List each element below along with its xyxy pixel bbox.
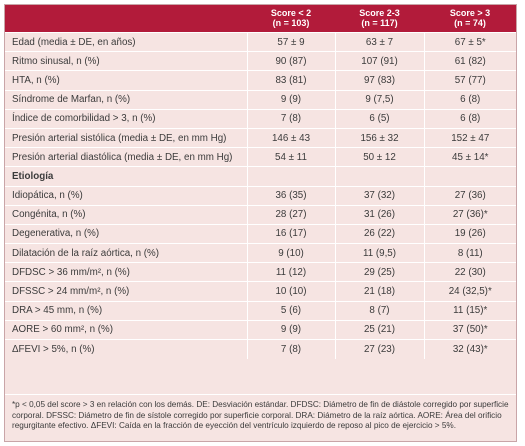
cell-score-lt2: 57 ± 9 [247,33,335,52]
cell-score-lt2: 54 ± 11 [247,148,335,167]
cell-score-gt3: 11 (15)* [424,301,516,320]
table-footnote: *p < 0,05 del score > 3 en relación con los demás. DE: Desviación estándar. DFDSC: Diámetro de fin de diástole corregido por superficie corporal. DFSSC: Diámetro de fin de sístole corregido por superficie corporal. DRA: Diámetro de la raíz aórtica. AORE: Área del orificio regurgitante efectivo. ΔFEVI: Caída en la fracción de eyección del ventrículo izquierdo de reposo al pico de ejercicio > 5%. [5,394,516,432]
cell-score-2-3: 31 (26) [335,205,424,224]
cell-score-2-3: 63 ± 7 [335,33,424,52]
header-score-2-3 [335,5,424,33]
table-body [5,33,516,359]
cell-score-2-3: 8 (7) [335,301,424,320]
row-label: AORE > 60 mm², n (%) [5,320,247,339]
cell-score-2-3: 6 (5) [335,109,424,128]
cell-score-lt2: 10 (10) [247,282,335,301]
cell-score-lt2: 7 (8) [247,109,335,128]
cell-score-lt2: 7 (8) [247,340,335,359]
row-label: Idiopática, n (%) [5,186,247,205]
cell-score-lt2: 9 (9) [247,90,335,109]
cell-score-2-3: 9 (7,5) [335,90,424,109]
cell-score-gt3: 27 (36)* [424,205,516,224]
row-label: DRA > 45 mm, n (%) [5,301,247,320]
cell-score-lt2: 28 (27) [247,205,335,224]
cell-score-gt3: 24 (32,5)* [424,282,516,301]
row-label: Presión arterial sistólica (media ± DE, en mm Hg) [5,128,247,147]
cell-score-lt2: 90 (87) [247,52,335,71]
row-label: ΔFEVI > 5%, n (%) [5,340,247,359]
cell-score-lt2: 36 (35) [247,186,335,205]
cell-score-gt3: 45 ± 14* [424,148,516,167]
cell-score-2-3: 27 (23) [335,340,424,359]
cell-score-2-3: 50 ± 12 [335,148,424,167]
row-label: Presión arterial diastólica (media ± DE, en mm Hg) [5,148,247,167]
cell-score-gt3: 8 (11) [424,244,516,263]
cell-score-lt2: 11 (12) [247,263,335,282]
cell-score-2-3: 97 (83) [335,71,424,90]
cell-score-lt2: 5 (6) [247,301,335,320]
cell-score-2-3: 156 ± 32 [335,128,424,147]
cell-score-2-3: 29 (25) [335,263,424,282]
header-score-gt3-text: Score > 3 (n = 74) [449,8,491,28]
table-row [5,33,516,52]
data-table-panel [4,4,517,442]
header-score-2-3-text: Score 2-3 (n = 117) [359,8,400,28]
cell-score-gt3 [424,167,516,186]
table-row [5,244,516,263]
cell-score-lt2: 9 (10) [247,244,335,263]
row-label: DFDSC > 36 mm/m², n (%) [5,263,247,282]
cell-score-2-3: 11 (9,5) [335,244,424,263]
cell-score-2-3: 21 (18) [335,282,424,301]
cell-score-2-3 [335,167,424,186]
header-score-lt2 [247,5,335,33]
cell-score-gt3: 67 ± 5* [424,33,516,52]
table-row [5,128,516,147]
cell-score-gt3: 32 (43)* [424,340,516,359]
table-row [5,90,516,109]
cell-score-gt3: 22 (30) [424,263,516,282]
cell-score-gt3: 61 (82) [424,52,516,71]
row-label: Degenerativa, n (%) [5,224,247,243]
table-row [5,282,516,301]
cell-score-gt3: 37 (50)* [424,320,516,339]
table-row [5,320,516,339]
row-label: DFSSC > 24 mm/m², n (%) [5,282,247,301]
row-label: Índice de comorbilidad > 3, n (%) [5,109,247,128]
table-row [5,186,516,205]
cell-score-lt2: 16 (17) [247,224,335,243]
table-row [5,205,516,224]
table-row [5,263,516,282]
cell-score-lt2: 9 (9) [247,320,335,339]
header-empty-cell [5,5,247,33]
cell-score-gt3: 6 (8) [424,90,516,109]
cell-score-lt2: 146 ± 43 [247,128,335,147]
header-score-gt3 [424,5,516,33]
header-score-lt2-text: Score < 2 (n = 103) [270,8,312,28]
row-label: Ritmo sinusal, n (%) [5,52,247,71]
table-row [5,224,516,243]
table-row [5,52,516,71]
cell-score-lt2 [247,167,335,186]
cell-score-gt3: 27 (36) [424,186,516,205]
table-row [5,148,516,167]
table-header-row [5,5,516,33]
table-section-row [5,167,516,186]
table-row [5,340,516,359]
results-table [5,5,516,359]
table-row [5,301,516,320]
cell-score-gt3: 19 (26) [424,224,516,243]
row-label: Etiología [5,167,247,186]
cell-score-2-3: 26 (22) [335,224,424,243]
cell-score-gt3: 57 (77) [424,71,516,90]
cell-score-2-3: 25 (21) [335,320,424,339]
row-label: Edad (media ± DE, en años) [5,33,247,52]
row-label: Síndrome de Marfan, n (%) [5,90,247,109]
cell-score-gt3: 152 ± 47 [424,128,516,147]
table-row [5,109,516,128]
row-label: HTA, n (%) [5,71,247,90]
cell-score-2-3: 107 (91) [335,52,424,71]
cell-score-gt3: 6 (8) [424,109,516,128]
row-label: Congénita, n (%) [5,205,247,224]
table-row [5,71,516,90]
cell-score-lt2: 83 (81) [247,71,335,90]
row-label: Dilatación de la raíz aórtica, n (%) [5,244,247,263]
cell-score-2-3: 37 (32) [335,186,424,205]
